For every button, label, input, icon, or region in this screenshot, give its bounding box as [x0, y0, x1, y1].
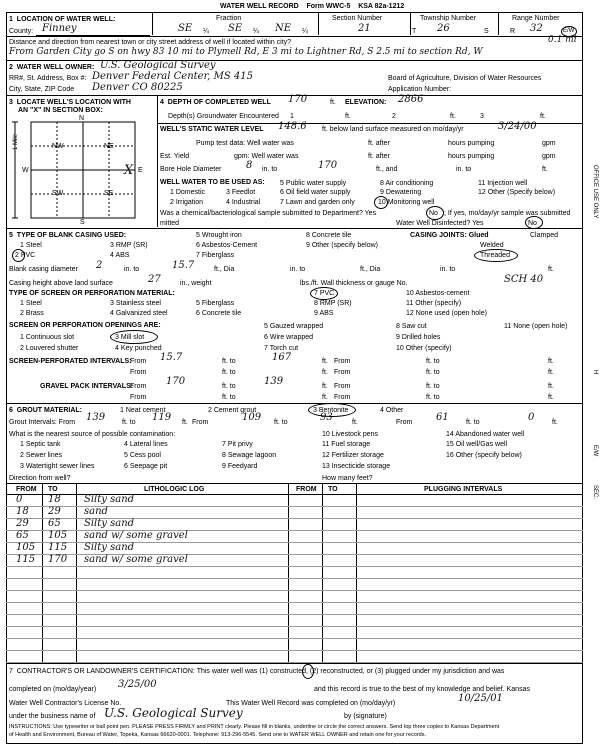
- grout-to-label-2: ft. to: [274, 419, 288, 426]
- use-domestic[interactable]: 1 Domestic: [170, 189, 206, 196]
- gw-2: 2: [392, 113, 396, 120]
- gp-from-label-2: From: [334, 383, 351, 390]
- cont-oilgas[interactable]: 15 Oil well/Gas well: [446, 441, 508, 448]
- screen-none[interactable]: 12 None used (open hole): [406, 310, 487, 317]
- cont-insecticide[interactable]: 13 Insecticide storage: [322, 463, 391, 470]
- log-row-to: 105: [48, 530, 68, 541]
- pump-gpm: gpm: [542, 140, 556, 147]
- form-title: [220, 3, 404, 10]
- ksa-number: KSA 82a-1212: [358, 3, 405, 10]
- bore-in: in. to: [456, 166, 472, 173]
- screen-steel[interactable]: 1 Steel: [20, 300, 42, 307]
- distance-value: From Garden City go S on hwy 83 10 mi to Plymell Rd, E 3 mi to Lightner Rd, S 2.5 mi to section Rd, W: [9, 47, 483, 57]
- gp-from-value: 170: [166, 376, 186, 387]
- cont-cess[interactable]: 5 Cess pool: [124, 452, 161, 459]
- grout-from-1: 139: [86, 412, 106, 423]
- casing-concrete[interactable]: 8 Concrete tile: [306, 232, 352, 239]
- disinfected-label: Water Well Disinfected? Yes: [396, 220, 484, 227]
- casing-other[interactable]: 9 Other (specify below): [306, 242, 378, 249]
- county-value: Finney: [42, 23, 77, 34]
- open-wire[interactable]: 6 Wire wrapped: [264, 334, 314, 341]
- height-label: Casing height above land surface: [9, 280, 113, 287]
- open-torch[interactable]: 7 Torch cut: [264, 345, 299, 352]
- cont-lateral[interactable]: 4 Lateral lines: [124, 441, 168, 448]
- gp-from-label-4: From: [334, 394, 351, 401]
- gp-ft-4: ft.: [548, 394, 554, 401]
- log-row-to: 65: [48, 518, 61, 529]
- open-key-punched[interactable]: 4 Key punched: [115, 345, 162, 352]
- s3-label2: AN "X" IN SECTION BOX:: [18, 107, 103, 114]
- screen-abs[interactable]: 9 ABS: [314, 310, 334, 317]
- elevation-value: 2866: [398, 94, 424, 105]
- spi-to-label-3: ft. to: [222, 369, 236, 376]
- cert-text-2: and this record is true to the best of my knowledge and belief. Kansas: [314, 686, 530, 693]
- screen-asbestos[interactable]: 10 Asbestos-cement: [406, 290, 470, 297]
- spi-ft-4: ft.: [548, 369, 554, 376]
- log-rule: [6, 614, 583, 615]
- screen-other[interactable]: 11 Other (specify): [406, 300, 462, 307]
- s1-label: 1 LOCATION OF WATER WELL:: [9, 16, 116, 23]
- screen-label: TYPE OF SCREEN OR PERFORATION MATERIAL:: [9, 290, 175, 297]
- gw-3: 3: [480, 113, 484, 120]
- contamination-label: What is the nearest source of possible contamination:: [9, 431, 176, 438]
- owner-value: U.S. Geological Survey: [100, 60, 216, 71]
- instructions-1: INSTRUCTIONS: Use typewriter or ball point pen. PLEASE PRESS FIRMLY and PRINT clearly. Please fill in blanks, underline or circle the correct answers. Send top three copies to Kansas Department: [9, 724, 500, 730]
- depth-value: 170: [288, 94, 308, 105]
- south-label: S: [80, 219, 85, 226]
- grout-bentonite[interactable]: 3 Bentonite: [313, 407, 349, 414]
- diam-in-to-2: in. to: [290, 266, 306, 273]
- log-row-description: sand: [84, 506, 108, 517]
- gp-ft-3: ft.: [322, 394, 328, 401]
- grout-neat[interactable]: 1 Neat cement: [120, 407, 166, 414]
- mile-label: 1 Mile: [13, 133, 19, 150]
- grout-from-label-3: From: [396, 419, 413, 426]
- log-row-from: 29: [16, 518, 29, 529]
- screen-rmp[interactable]: 8 RMP (SR): [314, 300, 352, 307]
- depth-ft: ft.: [330, 99, 336, 106]
- log-rule: [6, 650, 583, 651]
- log-row-description: sand w/ some gravel: [84, 530, 188, 541]
- screen-concrete[interactable]: 6 Concrete tile: [196, 310, 242, 317]
- open-gauzed[interactable]: 5 Gauzed wrapped: [264, 323, 324, 330]
- se-label: SE: [104, 190, 114, 197]
- open-none[interactable]: 11 None (open hole): [504, 323, 568, 330]
- form-number: Form WWC-5: [306, 3, 351, 10]
- spi-from-label-3: From: [130, 369, 147, 376]
- cert-line-1: 7 CONTRACTOR'S OR LANDOWNER'S CERTIFICATION: This water well was (1) constructed, (2) reconstructed, or (3) plugged under my jurisdiction and was: [9, 668, 505, 675]
- cont-privy[interactable]: 7 Pit privy: [222, 441, 253, 448]
- plug-from-header: FROM: [296, 486, 317, 493]
- gauge-value: SCH 40: [504, 274, 544, 285]
- log-litho-header: LITHOLOGIC LOG: [144, 486, 205, 493]
- use-public[interactable]: 5 Public water supply: [280, 180, 347, 187]
- diam-in-to-3: in. to: [440, 266, 456, 273]
- fraction-2: SE: [228, 23, 243, 34]
- yield-label: Est. Yield: [160, 153, 190, 160]
- office-use-label: OFFICE USE ONLY: [592, 165, 598, 219]
- section-value: 21: [358, 23, 371, 34]
- west-label: W: [22, 167, 29, 174]
- distance-label: Distance and direction from nearest town or city street address of well if located within city?: [9, 39, 292, 46]
- grout-other[interactable]: 4 Other: [380, 407, 404, 414]
- instructions-2: of Health and Environment, Bureau of Water, Topeka, Kansas 66620-0001. Telephone: 913-296-5545. Send one to WATER WELL OWNER and retain one for your records.: [9, 732, 427, 738]
- gw-2-ft: ft.: [450, 113, 456, 120]
- log-row-to: 29: [48, 506, 61, 517]
- cont-livestock[interactable]: 10 Livestock pens: [322, 431, 379, 438]
- spi-ft: ft.: [322, 358, 328, 365]
- spi-to-label: ft. to: [222, 358, 236, 365]
- bore-in-to: in. to: [262, 166, 278, 173]
- ew-label: E/W: [563, 28, 575, 34]
- log-row-from: 115: [16, 554, 36, 565]
- grout-ft-2: ft.: [352, 419, 358, 426]
- cert-record-date: 10/25/01: [458, 693, 503, 704]
- range-label: Range Number: [512, 15, 560, 22]
- grout-to-2: 93: [320, 412, 333, 423]
- grout-to-label-3: ft. to: [466, 419, 480, 426]
- pump-hours: hours pumping: [448, 140, 495, 147]
- fraction-1: SE: [178, 23, 193, 34]
- chem-label: Was a chemical/bacteriological sample submitted to Department? Yes: [160, 210, 377, 217]
- casing-abs[interactable]: 4 ABS: [110, 252, 130, 259]
- business-value: U.S. Geological Survey: [104, 706, 243, 720]
- quarter-3: ¼: [302, 28, 308, 35]
- log-rule: [6, 590, 583, 591]
- cont-sewer[interactable]: 2 Sewer lines: [20, 452, 63, 459]
- cert-completed-label: completed on (mo/day/year): [9, 686, 97, 693]
- screen-brass[interactable]: 2 Brass: [20, 310, 44, 317]
- openings-label: SCREEN OR PERFORATION OPENINGS ARE:: [9, 322, 161, 329]
- spi-from-label: From: [130, 358, 147, 365]
- quarter-1: ¼: [203, 28, 209, 35]
- address-value: Denver Federal Center, MS 415: [92, 71, 253, 82]
- east-label: E: [138, 167, 143, 174]
- board-label: Board of Agriculture, Division of Water Resources: [388, 75, 542, 82]
- log-rule: [6, 578, 583, 579]
- gp-from-label: From: [130, 383, 147, 390]
- county-label: County:: [9, 28, 34, 35]
- log-row-description: sand w/ some gravel: [84, 554, 188, 565]
- casing-joints-label: CASING JOINTS: Glued: [410, 232, 489, 239]
- r-label: R: [510, 28, 516, 35]
- use-irrigation[interactable]: 2 Irrigation: [170, 199, 204, 206]
- s2-label: 2 WATER WELL OWNER:: [9, 64, 95, 71]
- cont-septic[interactable]: 1 Septic tank: [20, 441, 61, 448]
- gp-to-label: ft. to: [222, 383, 236, 390]
- diam-label: Blank casing diameter: [9, 266, 78, 273]
- grout-cement[interactable]: 2 Cement grout: [208, 407, 257, 414]
- cont-other[interactable]: 16 Other (specify below): [446, 452, 522, 459]
- direction-label: Direction from well?: [9, 475, 71, 482]
- margin-sec-label: SEC.: [592, 485, 598, 500]
- location-x-mark: X: [124, 163, 134, 178]
- margin-h-label: H: [592, 370, 598, 375]
- s3-label-text: LOCATE WELL'S LOCATION WITH: [16, 99, 131, 106]
- grout-ft-1: ft.: [182, 419, 188, 426]
- log-to-header: TO: [48, 486, 58, 493]
- use-air[interactable]: 8 Air conditioning: [380, 180, 434, 187]
- casing-rmp[interactable]: 3 RMP (SR): [110, 242, 148, 249]
- signature-label: by (signature): [344, 713, 387, 720]
- rr-label: RR#, St. Address, Box #:: [9, 75, 87, 82]
- plug-to-header: TO: [328, 486, 338, 493]
- height-value: 27: [148, 274, 161, 285]
- log-row-from: 18: [16, 506, 29, 517]
- sw-label: SW: [52, 190, 64, 197]
- cert-license-label: Water Well Contractor's License No.: [9, 700, 122, 707]
- screen-pvc[interactable]: 7 PVC: [314, 290, 335, 297]
- cert-text-1: CONTRACTOR'S OR LANDOWNER'S CERTIFICATION: This water well was (1) constructed, (2) reconstructed, or (3) plugged under my jurisdiction and was: [16, 668, 505, 675]
- screen-galvanized[interactable]: 4 Galvanized steel: [110, 310, 168, 317]
- casing-wrought[interactable]: 5 Wrought iron: [196, 232, 242, 239]
- city-label: City, State, ZIP Code: [9, 86, 75, 93]
- section-grid: [9, 114, 157, 227]
- chem-mitted: mitted: [160, 220, 180, 227]
- gp-to-label-3: ft. to: [222, 394, 236, 401]
- gp-to-label-4: ft. to: [426, 394, 440, 401]
- chem-no[interactable]: No: [429, 210, 438, 217]
- cont-abandoned[interactable]: 14 Abandoned water well: [446, 431, 525, 438]
- chem-tail: ; If yes, mo/day/yr sample was submitted: [444, 210, 571, 217]
- use-dewatering[interactable]: 9 Dewatering: [380, 189, 422, 196]
- use-label: WELL WATER TO BE USED AS:: [160, 179, 265, 186]
- north-label: N: [79, 115, 85, 122]
- grout-to-label-1: ft. to: [122, 419, 136, 426]
- screen-stainless[interactable]: 3 Stainless steel: [110, 300, 161, 307]
- grout-from-label-2: From: [192, 419, 209, 426]
- grout-intervals-label: Grout Intervals: From: [9, 419, 76, 426]
- constructed-circle: [302, 664, 314, 679]
- cert-record-label: This Water Well Record was completed on (mo/day/yr): [226, 700, 396, 707]
- t-label: T: [412, 28, 417, 35]
- log-rule: [6, 602, 583, 603]
- application-label: Application Number:: [388, 86, 452, 93]
- open-continuous[interactable]: 1 Continuous slot: [20, 334, 75, 341]
- open-drilled[interactable]: 9 Drilled holes: [396, 334, 441, 341]
- grout-ft-3: ft.: [552, 419, 558, 426]
- log-row-description: Silty sand: [84, 542, 135, 553]
- section-label: Section Number: [332, 15, 383, 22]
- diam-ft-dia-1: ft., Dia: [214, 266, 235, 273]
- cont-lagoon[interactable]: 8 Sewage lagoon: [222, 452, 277, 459]
- s3-label: 3 LOCATE WELL'S LOCATION WITH: [9, 99, 131, 106]
- spi-to-label-4: ft. to: [426, 369, 440, 376]
- joints-threaded[interactable]: Threaded: [480, 252, 510, 259]
- spi-from-value: 15.7: [160, 352, 183, 363]
- city-value: Denver CO 80225: [92, 82, 183, 93]
- bore-value: 8: [246, 160, 253, 171]
- s5-label: 5 TYPE OF BLANK CASING USED:: [9, 232, 127, 239]
- log-row-from: 0: [16, 494, 23, 505]
- cont-watertight[interactable]: 3 Watertight sewer lines: [20, 463, 95, 470]
- yield-gpm2: gpm: [542, 153, 556, 160]
- pump-after: ft. after: [368, 140, 390, 147]
- s-label: S: [484, 28, 489, 35]
- grout-from-3: 61: [436, 412, 449, 423]
- joints-welded[interactable]: Welded: [480, 242, 504, 249]
- bore-label: Bore Hole Diameter: [160, 166, 222, 173]
- yield-hours: hours pumping: [448, 153, 495, 160]
- joints-clamped[interactable]: Clamped: [530, 232, 559, 239]
- diam-ft-dia-2: ft., Dia: [360, 266, 381, 273]
- diam-value: 2: [96, 260, 103, 271]
- gw-1: 1: [290, 113, 294, 120]
- gw-3-ft: ft.: [540, 113, 546, 120]
- use-oilfield[interactable]: 6 Oil field water supply: [280, 189, 351, 196]
- static-value: 148.6: [278, 121, 307, 132]
- township-value: 26: [437, 23, 450, 34]
- yield-after: ft. after: [368, 153, 390, 160]
- s4-label: 4 DEPTH OF COMPLETED WELL: [160, 99, 271, 106]
- spi-label: SCREEN-PERFORATED INTERVALS:: [9, 358, 132, 365]
- cont-feedyard[interactable]: 9 Feedyard: [222, 463, 258, 470]
- gp-to-value: 139: [264, 376, 284, 387]
- casing-steel[interactable]: 1 Steel: [20, 242, 42, 249]
- open-other[interactable]: 10 Other (specify): [396, 345, 452, 352]
- cont-fertilizer[interactable]: 12 Fertilizer storage: [322, 452, 384, 459]
- use-lawn[interactable]: 7 Lawn and garden only: [280, 199, 355, 206]
- spi-from-label-4: From: [334, 369, 351, 376]
- log-rule: [6, 626, 583, 627]
- spi-ft-2: ft.: [548, 358, 554, 365]
- plug-header: PLUGGING INTERVALS: [424, 486, 503, 493]
- diam-to-value: 15.7: [172, 260, 195, 271]
- log-rule: [6, 566, 583, 567]
- gp-from-label-3: From: [130, 394, 147, 401]
- log-row-description: Silty sand: [84, 518, 135, 529]
- use-feedlot[interactable]: 3 Feedlot: [226, 189, 256, 196]
- casing-pvc[interactable]: 2 PVC: [15, 252, 36, 259]
- log-row-from: 65: [16, 530, 29, 541]
- casing-asbestos[interactable]: 6 Asbestos-Cement: [196, 242, 258, 249]
- open-saw[interactable]: 8 Saw cut: [396, 323, 427, 330]
- gp-ft-2: ft.: [548, 383, 554, 390]
- casing-label: TYPE OF BLANK CASING USED:: [16, 232, 127, 239]
- distance-extra: 0.1 mi: [548, 35, 577, 45]
- margin-ew-label: E/W: [592, 445, 598, 457]
- ne-label: NE: [104, 143, 114, 150]
- grout-from-2: 109: [242, 412, 262, 423]
- gw-1-ft: ft.: [345, 113, 351, 120]
- bore-to-value: 170: [318, 160, 338, 171]
- yield-gpm: gpm: Well water was: [234, 153, 299, 160]
- height-in-weight: in., weight: [180, 280, 212, 287]
- grout-label: GROUT MATERIAL:: [16, 407, 82, 414]
- groundwater-label: Depth(s) Groundwater Encountered: [168, 113, 279, 120]
- log-rule: [6, 638, 583, 639]
- gp-label: GRAVEL PACK INTERVALS:: [40, 383, 134, 390]
- static-label: WELL'S STATIC WATER LEVEL: [160, 126, 264, 133]
- spi-ft-3: ft.: [322, 369, 328, 376]
- quarter-2: ¼: [253, 28, 259, 35]
- disinfected-no[interactable]: No: [528, 220, 537, 227]
- spi-to-value: 167: [272, 352, 292, 363]
- township-label: Township Number: [420, 15, 477, 22]
- casing-fiberglass[interactable]: 7 Fiberglass: [196, 252, 235, 259]
- gp-ft: ft.: [322, 383, 328, 390]
- grout-to-3: 0: [528, 412, 535, 423]
- bore-ft: ft.: [542, 166, 548, 173]
- gp-to-label-2: ft. to: [426, 383, 440, 390]
- fraction-3: NE: [275, 23, 292, 34]
- howmany-label: How many feet?: [322, 475, 373, 482]
- cert-completed-date: 3/25/00: [118, 679, 157, 690]
- use-other[interactable]: 12 Other (Specify below): [478, 189, 556, 196]
- s2-label-text: WATER WELL OWNER:: [16, 64, 95, 71]
- use-monitoring[interactable]: 10 Monitoring well: [378, 199, 435, 206]
- log-row-from: 105: [16, 542, 36, 553]
- cont-fuel[interactable]: 11 Fuel storage: [322, 441, 371, 448]
- diam-in-to: in. to: [124, 266, 140, 273]
- spi-from-label-2: From: [334, 358, 351, 365]
- spi-to-label-2: ft. to: [426, 358, 440, 365]
- log-row-to: 115: [48, 542, 68, 553]
- static-date: 3/24/00: [498, 121, 537, 132]
- static-tail: ft. below land surface measured on mo/day/yr: [322, 126, 464, 133]
- height-lbs: lbs./ft. Wall thickness or gauge No.: [300, 280, 408, 287]
- s1-label-text: LOCATION OF WATER WELL:: [16, 16, 116, 23]
- depth-label: DEPTH OF COMPLETED WELL: [167, 99, 271, 106]
- grout-to-1: 119: [152, 412, 172, 423]
- elevation-label: ELEVATION:: [345, 99, 387, 106]
- nw-label: NW: [52, 143, 64, 150]
- title-text: WATER WELL RECORD: [220, 3, 299, 10]
- log-from-header: FROM: [16, 486, 37, 493]
- use-industrial[interactable]: 4 Industrial: [226, 199, 261, 206]
- log-row-to: 18: [48, 494, 61, 505]
- pump-label: Pump test data: Well water was: [196, 140, 294, 147]
- range-value: 32: [530, 23, 543, 34]
- log-row-description: Silty sand: [84, 494, 135, 505]
- cont-seepage[interactable]: 6 Seepage pit: [124, 463, 168, 470]
- bore-ft-and: ft., and: [376, 166, 398, 173]
- use-injection[interactable]: 11 Injection well: [478, 180, 528, 187]
- open-louvered[interactable]: 2 Louvered shutter: [20, 345, 79, 352]
- s6-label: 6 GROUT MATERIAL:: [9, 407, 82, 414]
- open-mill-slot[interactable]: 3 Mill slot: [115, 334, 145, 341]
- fraction-label: Fraction: [216, 15, 242, 22]
- screen-fiberglass[interactable]: 5 Fiberglass: [196, 300, 235, 307]
- log-row-to: 170: [48, 554, 68, 565]
- business-label: under the business name of: [9, 713, 96, 720]
- diam-ft: ft.: [548, 266, 554, 273]
